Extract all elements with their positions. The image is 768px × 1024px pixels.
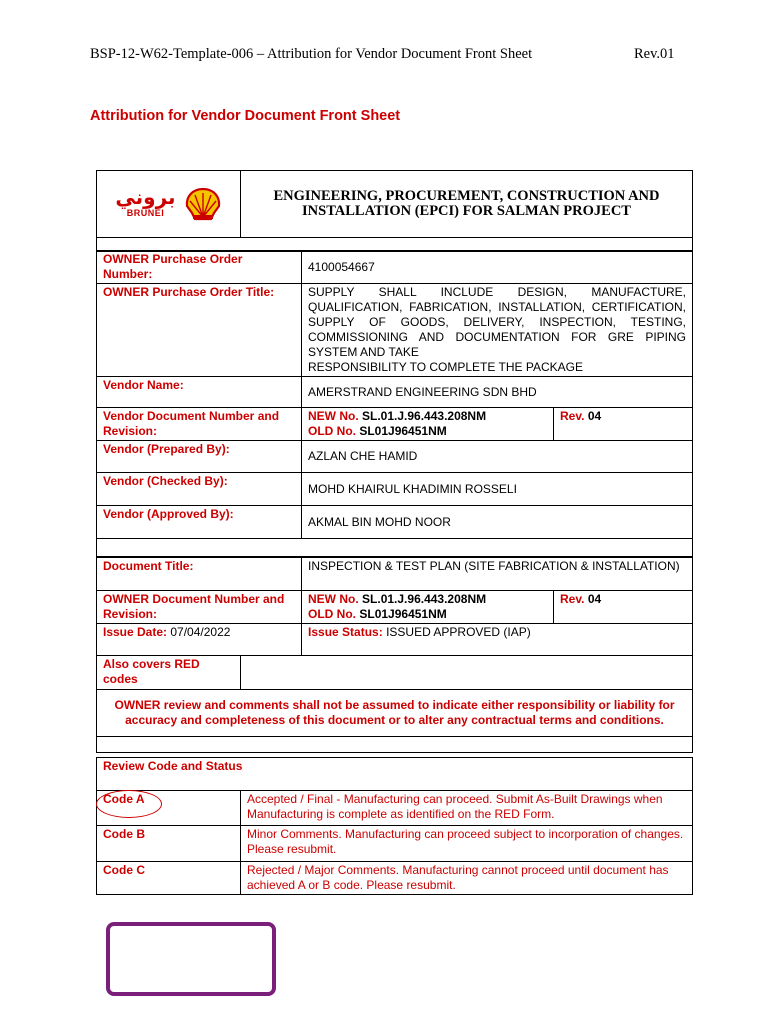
owner-review-disclaimer: OWNER review and comments shall not be assumed to indicate either responsibility or liability for accuracy and completeness of this document or to alter any contractual terms and conditions.	[97, 690, 693, 737]
owner-rev-cell	[554, 591, 693, 624]
old-no-label: OLD No.	[308, 607, 357, 621]
template-reference: BSP-12-W62-Template-006 – Attribution for Vendor Document Front Sheet	[90, 46, 533, 62]
project-header-table	[96, 170, 693, 252]
rev-label: Rev.	[560, 592, 585, 606]
new-no-value: SL.01.J.96.443.208NM	[362, 409, 487, 423]
brunei-logotype: BRUNEI	[126, 207, 165, 218]
vendor-rev-cell	[554, 408, 693, 441]
po-number-label: OWNER Purchase Order Number:	[97, 251, 302, 284]
rev-label: Rev.	[560, 409, 585, 423]
code-c-description: Rejected / Major Comments. Manufacturing cannot proceed until document has achieved A or B code. Please resubmit.	[241, 862, 693, 895]
code-b-label: Code B	[97, 826, 241, 862]
po-title-label: OWNER Purchase Order Title:	[97, 284, 302, 377]
old-no-value: SL01J96451NM	[359, 607, 447, 621]
code-a-label: Code A	[97, 791, 241, 826]
approved-by-value: AKMAL BIN MOHD NOOR	[302, 506, 693, 539]
shell-pecten-icon	[184, 187, 222, 221]
spacer-row	[97, 539, 693, 557]
template-revision: Rev.01	[634, 46, 675, 62]
old-no-label: OLD No.	[308, 424, 356, 438]
code-b-description: Minor Comments. Manufacturing can proceed subject to incorporation of changes. Please resubmit.	[241, 826, 693, 862]
po-number-value: 4100054667	[302, 251, 693, 284]
po-title-cell	[302, 284, 693, 377]
red-codes-label: Also covers RED codes	[97, 656, 241, 690]
issue-status-cell	[302, 624, 693, 656]
brunei-wordmark	[115, 184, 176, 221]
vendor-doc-number-cell	[302, 408, 554, 441]
approved-by-label: Vendor (Approved By):	[97, 506, 302, 539]
spacer-row	[97, 737, 693, 753]
issue-date-cell	[97, 624, 302, 656]
prepared-by-label: Vendor (Prepared By):	[97, 441, 302, 473]
po-title-last-line: RESPONSIBILITY TO COMPLETE THE PACKAGE	[308, 360, 583, 374]
new-no-value: SL.01.J.96.443.208NM	[362, 592, 487, 606]
vendor-doc-number-label: Vendor Document Number and Revision:	[97, 408, 302, 441]
issue-date-label: Issue Date:	[103, 625, 168, 639]
stamp-box	[106, 922, 276, 996]
document-title-label: Document Title:	[97, 558, 302, 591]
document-heading: Attribution for Vendor Document Front Sheet	[90, 108, 401, 124]
owner-doc-number-label: OWNER Document Number and Revision:	[97, 591, 302, 624]
checked-by-value: MOHD KHAIRUL KHADIMIN ROSSELI	[302, 473, 693, 506]
issue-status-value: ISSUED APPROVED (IAP)	[386, 625, 531, 639]
issue-status-label: Issue Status:	[308, 625, 383, 639]
document-title-value: INSPECTION & TEST PLAN (SITE FABRICATION & INSTALLATION)	[302, 558, 693, 591]
document-info-table	[96, 557, 693, 753]
rev-value: 04	[587, 409, 602, 423]
new-no-label: NEW No.	[308, 409, 359, 423]
red-codes-value	[241, 656, 693, 690]
vendor-name-label: Vendor Name:	[97, 377, 302, 408]
project-title-line-2: INSTALLATION (EPCI) FOR SALMAN PROJECT	[302, 203, 631, 219]
code-a-highlight-ring	[96, 790, 162, 818]
checked-by-label: Vendor (Checked By):	[97, 473, 302, 506]
code-a-description: Accepted / Final - Manufacturing can proceed. Submit As-Built Drawings when Manufacturing is complete as identified on the RED Form.	[241, 791, 693, 826]
logo-cell	[97, 171, 241, 238]
brunei-arabic-logotype: بروني	[115, 184, 176, 209]
new-no-label: NEW No.	[308, 592, 359, 606]
review-code-table	[96, 757, 693, 895]
prepared-by-value: AZLAN CHE HAMID	[302, 441, 693, 473]
owner-doc-number-cell	[302, 591, 554, 624]
code-c-label: Code C	[97, 862, 241, 895]
project-title-cell	[241, 171, 693, 238]
vendor-info-table	[96, 250, 693, 557]
po-title-value: SUPPLY SHALL INCLUDE DESIGN, MANUFACTURE, QUALIFICATION, FABRICATION, INSTALLATION, CERTIFICATION, SUPPLY OF GOODS, DELIVERY, INSPECTION, TESTING, COMMISSIONING AND DOCUMENTATION FOR GRE PIPING SYSTEM AND TAKE	[308, 285, 686, 359]
rev-value: 04	[587, 592, 602, 606]
issue-date-value: 07/04/2022	[170, 625, 231, 639]
vendor-name-value: AMERSTRAND ENGINEERING SDN BHD	[302, 377, 693, 408]
project-title-line-1: ENGINEERING, PROCUREMENT, CONSTRUCTION AND	[273, 188, 660, 204]
brunei-shell-logo	[103, 172, 234, 236]
old-no-value: SL01J96451NM	[359, 424, 447, 438]
review-code-heading: Review Code and Status	[97, 758, 693, 791]
